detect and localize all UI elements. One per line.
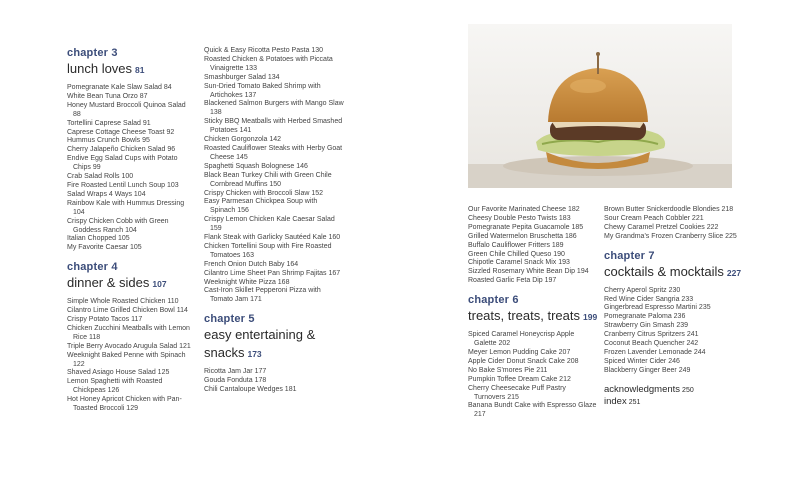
- recipe-entry: Roasted Chicken & Potatoes with Piccata Vinaigrette 133: [204, 55, 333, 72]
- recipe-list: [67, 84, 195, 253]
- recipe-entry: White Bean Tuna Orzo 87: [67, 92, 148, 100]
- recipe-entry: Gouda Fonduta 178: [204, 377, 267, 385]
- recipe-entry: Ricotta Jam Jar 177: [204, 368, 267, 376]
- recipe-entry: Cheesy Double Pesto Twists 183: [468, 214, 571, 222]
- recipe-entry: Chicken Gorgonzola 142: [204, 136, 282, 144]
- recipe-entry: Banana Bundt Cake with Espresso Glaze 217: [468, 402, 597, 419]
- recipe-entry: French Onion Dutch Baby 164: [204, 260, 299, 268]
- recipe-entry: Gingerbread Espresso Martini 235: [604, 304, 711, 312]
- chapter-label: chapter 6: [468, 294, 519, 307]
- chapter-label: chapter 5: [204, 313, 255, 326]
- recipe-entry: Cilantro Lime Sheet Pan Shrimp Fajitas 167: [204, 269, 341, 277]
- recipe-entry: Crispy Lemon Chicken Kale Caesar Salad 159: [204, 216, 335, 233]
- recipe-entry: Strawberry Gin Smash 239: [604, 322, 689, 330]
- chapter-label: chapter 3: [67, 47, 118, 59]
- recipe-entry: Flank Steak with Garlicky Sautéed Kale 160: [204, 234, 341, 242]
- burger-photo-icon: [468, 24, 732, 188]
- recipe-entry: Spaghetti Squash Bolognese 146: [204, 162, 308, 170]
- recipe-entry: Endive Egg Salad Cups with Potato Chips 99: [67, 155, 178, 172]
- chapter-page-number: 81: [135, 65, 145, 75]
- chapter-label: chapter 7: [604, 249, 655, 262]
- recipe-entry: Apple Cider Donut Snack Cake 208: [468, 357, 579, 365]
- recipe-entry: Cilantro Lime Grilled Chicken Bowl 114: [67, 307, 188, 315]
- recipe-entry: Shaved Asiago House Salad 125: [67, 369, 170, 377]
- recipe-entry: Crab Salad Rolls 100: [67, 173, 134, 181]
- recipe-entry: Black Bean Turkey Chili with Green Chile Cornbread Muffins 150: [204, 171, 332, 188]
- recipe-entry: Meyer Lemon Pudding Cake 207: [468, 348, 571, 356]
- recipe-entry: Easy Parmesan Chickpea Soup with Spinach 156: [204, 198, 318, 215]
- recipe-list: [604, 287, 754, 376]
- recipe-entry: Chewy Caramel Pretzel Cookies 222: [604, 223, 719, 231]
- recipe-entry: Cherry Aperol Spritz 230: [604, 286, 681, 294]
- backmatter-list: [604, 384, 754, 408]
- recipe-entry: No Bake S'mores Pie 211: [468, 366, 548, 374]
- recipe-entry: Hummus Crunch Bowls 95: [67, 137, 150, 145]
- page-gutter: [400, 0, 401, 500]
- recipe-entry: Spiced Caramel Honeycrisp Apple Galette 202: [468, 331, 575, 348]
- recipe-entry: My Favorite Caesar 105: [67, 244, 142, 252]
- recipe-list: [67, 298, 195, 414]
- chapter-7-heading: [604, 250, 754, 281]
- recipe-entry: Smashburger Salad 134: [204, 73, 280, 81]
- recipe-entry: Crispy Chicken Cobb with Green Goddess Ranch 104: [67, 217, 169, 234]
- chapter-title: easy entertaining & snacks: [204, 327, 316, 361]
- recipe-entry: Chicken Tortellini Soup with Fire Roasted Tomatoes 163: [204, 242, 332, 259]
- recipe-entry: Sun-Dried Tomato Baked Shrimp with Artichokes 137: [204, 82, 321, 99]
- recipe-entry: Grilled Watermelon Bruschetta 186: [468, 232, 577, 240]
- recipe-entry: Red Wine Cider Sangria 233: [604, 295, 694, 303]
- recipe-entry: Fire Roasted Lentil Lunch Soup 103: [67, 181, 179, 189]
- recipe-entry: Caprese Cottage Cheese Toast 92: [67, 128, 175, 136]
- recipe-entry: Cherry Cheesecake Puff Pastry Turnovers 215: [468, 384, 566, 401]
- recipe-entry: Blackened Salmon Burgers with Mango Slaw 138: [204, 100, 344, 117]
- chapter-title: lunch loves: [67, 61, 133, 76]
- recipe-list: [468, 331, 598, 420]
- recipe-entry: Crispy Potato Tacos 117: [67, 316, 143, 324]
- recipe-entry: Green Chile Chilled Queso 190: [468, 250, 565, 258]
- recipe-entry: Sticky BBQ Meatballs with Herbed Smashed Potatoes 141: [204, 118, 343, 135]
- recipe-entry: Simple Whole Roasted Chicken 110: [67, 298, 179, 306]
- recipe-entry: Pomegranate Pepita Guacamole 185: [468, 223, 584, 231]
- recipe-entry: Chipotle Caramel Snack Mix 193: [468, 259, 570, 267]
- recipe-entry: Honey Mustard Broccoli Quinoa Salad 88: [67, 101, 186, 118]
- recipe-entry: Hot Honey Apricot Chicken with Pan-Toasted Broccoli 129: [67, 396, 182, 413]
- recipe-list: [604, 206, 754, 242]
- recipe-entry: Quick & Easy Ricotta Pesto Pasta 130: [204, 47, 324, 54]
- chapter-4-heading: [67, 261, 195, 292]
- recipe-entry: Lemon Spaghetti with Roasted Chickpeas 126: [67, 378, 163, 395]
- recipe-entry: Triple Berry Avocado Arugula Salad 121: [67, 342, 191, 350]
- recipe-entry: Weeknight Baked Penne with Spinach 122: [67, 351, 186, 368]
- contents-column-1: [67, 47, 195, 414]
- chapter-page-number: 199: [583, 312, 598, 323]
- recipe-entry: Roasted Cauliflower Steaks with Herby Goat Cheese 145: [204, 144, 343, 161]
- recipe-entry: Sour Cream Peach Cobbler 221: [604, 214, 704, 222]
- chapter-title: cocktails & mocktails: [604, 263, 724, 279]
- chapter-page-number: 107: [152, 279, 167, 290]
- recipe-entry: Roasted Garlic Feta Dip 197: [468, 277, 557, 285]
- recipe-entry: Chicken Zucchini Meatballs with Lemon Rice 118: [67, 324, 190, 341]
- recipe-entry: Sizzled Rosemary White Bean Dip 194: [468, 268, 589, 276]
- recipe-entry: My Grandma's Frozen Cranberry Slice 225: [604, 232, 737, 240]
- recipe-entry: Chili Cantaloupe Wedges 181: [204, 386, 297, 394]
- chapter-label: chapter 4: [67, 261, 118, 274]
- recipe-entry: Pomegranate Paloma 236: [604, 313, 686, 321]
- contents-column-2: [204, 47, 344, 395]
- recipe-entry: Blackberry Ginger Beer 249: [604, 366, 691, 374]
- recipe-entry: Crispy Chicken with Broccoli Slaw 152: [204, 189, 324, 197]
- contents-column-3: [468, 206, 598, 420]
- recipe-entry: Italian Chopped 105: [67, 235, 130, 243]
- chapter-title: treats, treats, treats: [468, 308, 580, 324]
- chapter-5-heading: [204, 313, 344, 362]
- recipe-entry: Weeknight White Pizza 168: [204, 278, 290, 286]
- backmatter-acknowledgments: acknowledgments 250: [604, 383, 694, 395]
- recipe-entry: Buffalo Cauliflower Fritters 189: [468, 241, 564, 249]
- recipe-entry: Brown Butter Snickerdoodle Blondies 218: [604, 206, 734, 213]
- recipe-entry: Rainbow Kale with Hummus Dressing 104: [67, 199, 185, 216]
- recipe-entry: Our Favorite Marinated Cheese 182: [468, 206, 580, 213]
- contents-column-4: [604, 206, 754, 408]
- recipe-list: [204, 47, 344, 305]
- chapter-3-heading: [67, 47, 195, 78]
- recipe-entry: Frozen Lavender Lemonade 244: [604, 348, 706, 356]
- chapter-6-heading: [468, 294, 598, 325]
- backmatter-index: index 251: [604, 395, 641, 407]
- recipe-entry: Tortellini Caprese Salad 91: [67, 119, 151, 127]
- recipe-list: [204, 368, 344, 395]
- recipe-entry: Spiced Winter Cider 246: [604, 357, 680, 365]
- chapter-title: dinner & sides: [67, 275, 150, 291]
- burger-photo: [468, 24, 732, 188]
- recipe-entry: Cranberry Citrus Spritzers 241: [604, 331, 699, 339]
- recipe-entry: Salad Wraps 4 Ways 104: [67, 190, 146, 198]
- recipe-entry: Pomegranate Kale Slaw Salad 84: [67, 84, 172, 91]
- recipe-entry: Cherry Jalapeño Chicken Salad 96: [67, 146, 176, 154]
- recipe-entry: Pumpkin Toffee Dream Cake 212: [468, 375, 571, 383]
- chapter-page-number: 173: [247, 349, 262, 360]
- recipe-list: [468, 206, 598, 286]
- chapter-page-number: 227: [726, 267, 742, 278]
- recipe-entry: Cast-Iron Skillet Pepperoni Pizza with Tomato Jam 171: [204, 287, 321, 304]
- recipe-entry: Coconut Beach Quencher 242: [604, 340, 699, 348]
